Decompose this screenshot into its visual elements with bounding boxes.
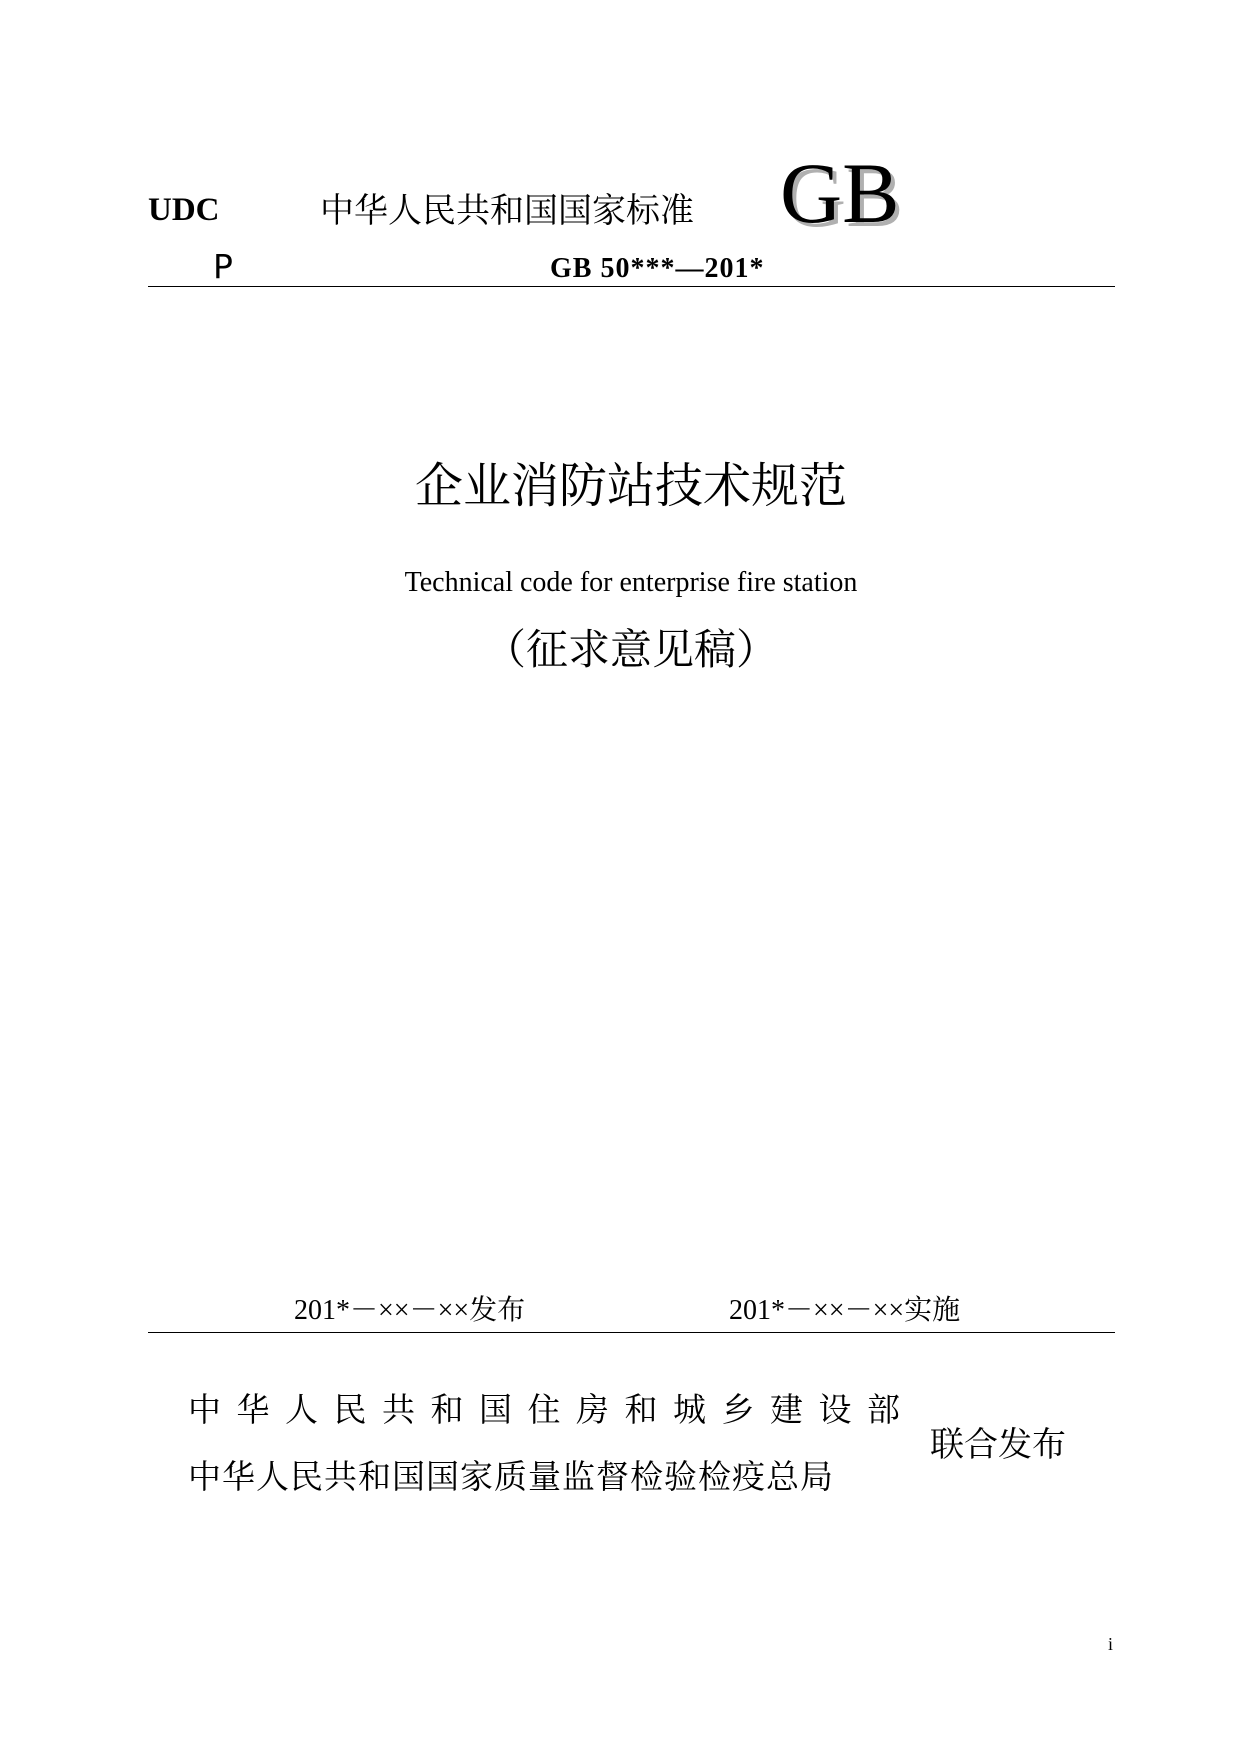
gb-logo: GB	[780, 145, 900, 241]
classification-code: P	[213, 247, 233, 286]
standard-number: GB 50***—201*	[550, 253, 765, 284]
joint-publication-label: 联合发布	[930, 1425, 1066, 1465]
footer-divider	[148, 1332, 1115, 1333]
header-divider	[148, 286, 1115, 287]
publisher-aqsiq: 中华人民共和国国家质量监督检验检疫总局	[188, 1457, 834, 1496]
publisher-ministry: 中华人民共和国住房和城乡建设部	[188, 1390, 916, 1429]
draft-status: （征求意见稿）	[483, 625, 778, 674]
issue-date: 201*－××－××发布	[294, 1295, 526, 1326]
effective-date: 201*－××－××实施	[729, 1295, 961, 1326]
page-number: i	[1108, 1634, 1114, 1654]
udc-label: UDC	[148, 192, 220, 228]
document-title: 企业消防站技术规范	[414, 458, 847, 514]
document-title-english: Technical code for enterprise fire station	[404, 567, 858, 598]
national-standard-heading: 中华人民共和国国家标准	[320, 191, 694, 231]
